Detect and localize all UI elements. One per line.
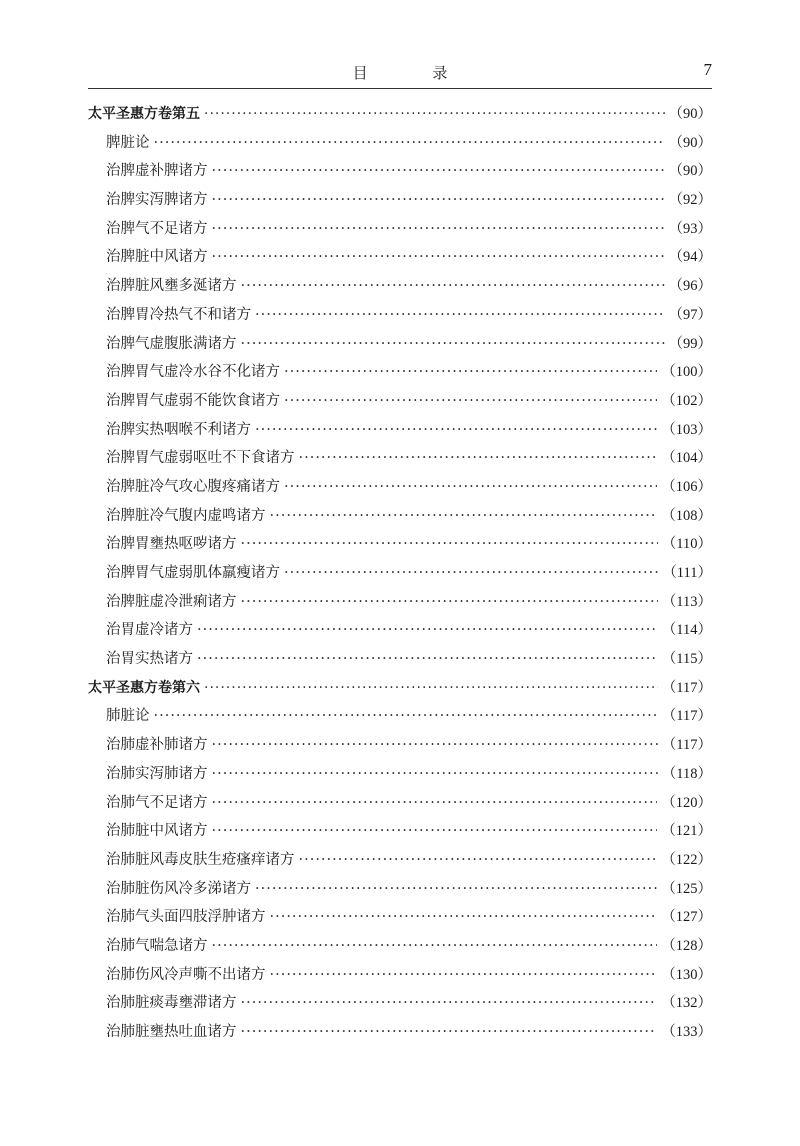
- dot-leader: [204, 100, 665, 129]
- dot-leader: [299, 846, 658, 875]
- toc-entry-title: 治肺气头面四肢浮肿诸方: [106, 909, 266, 926]
- toc-entry-title: 脾脏论: [106, 134, 150, 151]
- toc-entry[interactable]: [88, 616, 712, 645]
- dot-leader: [212, 215, 665, 244]
- toc-entry-title: 治脾脏风壅多涎诸方: [106, 278, 237, 295]
- toc-entry-title: 治肺脏中风诸方: [106, 823, 208, 840]
- dot-leader: [241, 989, 658, 1018]
- toc-entry[interactable]: [88, 301, 712, 330]
- dot-leader: [154, 702, 658, 731]
- toc-entry-title: 治脾气不足诸方: [106, 220, 208, 237]
- toc-entry[interactable]: [88, 645, 712, 674]
- toc-entry-title: 治脾胃冷热气不和诸方: [106, 306, 251, 323]
- toc-entry[interactable]: [88, 444, 712, 473]
- toc-entry-title: 治肺气不足诸方: [106, 794, 208, 811]
- toc-entry[interactable]: [88, 731, 712, 760]
- dot-leader: [212, 817, 658, 846]
- dot-leader: [212, 932, 658, 961]
- toc-entry[interactable]: [88, 789, 712, 818]
- dot-leader: [197, 645, 658, 674]
- toc-entry-title: 治胃虚冷诸方: [106, 622, 193, 639]
- page-title: 目 录: [352, 64, 478, 82]
- toc-entry-page: （90）: [668, 134, 712, 151]
- dot-leader: [154, 129, 665, 158]
- toc-entry-page: （120）: [661, 794, 712, 811]
- toc-entry-page: （108）: [661, 507, 712, 524]
- toc-entry[interactable]: [88, 186, 712, 215]
- toc-entry-title: 治脾气虚腹胀满诸方: [106, 335, 237, 352]
- toc-entry-page: （103）: [661, 421, 712, 438]
- dot-leader: [241, 1018, 658, 1047]
- toc-entry[interactable]: [88, 702, 712, 731]
- toc-entry-title: 治肺脏痰毒壅滞诸方: [106, 995, 237, 1012]
- dot-leader: [241, 272, 665, 301]
- toc-entry-page: （100）: [661, 364, 712, 381]
- toc-entry-title: 治脾胃壅热呕哕诸方: [106, 536, 237, 553]
- toc-entry-page: （90）: [668, 106, 712, 122]
- toc-entry-title: 太平圣惠方卷第五: [88, 106, 200, 122]
- toc-entry-page: （128）: [661, 937, 712, 954]
- dot-leader: [204, 674, 658, 703]
- toc-entry-page: （117）: [661, 737, 712, 754]
- toc-entry[interactable]: [88, 760, 712, 789]
- toc-entry-title: 肺脏论: [106, 708, 150, 725]
- dot-leader: [270, 903, 658, 932]
- toc-entry-page: （94）: [668, 249, 712, 266]
- toc-entry[interactable]: [88, 846, 712, 875]
- toc-entry-page: （96）: [668, 278, 712, 295]
- toc-entry-page: （90）: [668, 163, 712, 180]
- toc-entry-page: （122）: [661, 851, 712, 868]
- toc-entry[interactable]: [88, 157, 712, 186]
- toc-entry[interactable]: [88, 243, 712, 272]
- toc-entry-title: 治脾胃气虚冷水谷不化诸方: [106, 364, 280, 381]
- page-number: 7: [703, 60, 712, 79]
- toc-entry-title: 太平圣惠方卷第六: [88, 679, 200, 696]
- dot-leader: [299, 444, 658, 473]
- toc-entry-page: （111）: [662, 565, 712, 581]
- toc-entry-page: （125）: [661, 880, 712, 897]
- toc-entry-page: （114）: [661, 622, 712, 639]
- dot-leader: [255, 875, 657, 904]
- toc-entry-title: 治脾脏中风诸方: [106, 249, 208, 266]
- toc-entry[interactable]: [88, 473, 712, 502]
- toc-entry[interactable]: [88, 387, 712, 416]
- dot-leader: [212, 243, 665, 272]
- toc-entry[interactable]: [88, 272, 712, 301]
- dot-leader: [241, 588, 658, 617]
- toc-entry[interactable]: [88, 215, 712, 244]
- toc-entry-page: （106）: [661, 478, 712, 495]
- toc-entry-page: （102）: [661, 392, 712, 409]
- toc-entry-title: 治脾虚补脾诸方: [106, 163, 208, 180]
- toc-entry-title: 治肺脏伤风冷多涕诸方: [106, 880, 251, 897]
- toc-entry-title: 治脾脏冷气攻心腹疼痛诸方: [106, 478, 280, 495]
- table-of-contents: [88, 100, 712, 1047]
- toc-entry-title: 治肺脏风毒皮肤生疮瘙痒诸方: [106, 851, 295, 868]
- dot-leader: [270, 502, 658, 531]
- toc-entry-title: 治脾脏冷气腹内虚鸣诸方: [106, 507, 266, 524]
- toc-entry-page: （127）: [661, 909, 712, 926]
- toc-entry-page: （92）: [668, 192, 712, 209]
- toc-entry[interactable]: [88, 416, 712, 445]
- dot-leader: [197, 616, 658, 645]
- dot-leader: [241, 530, 658, 559]
- toc-volume-entry[interactable]: [88, 100, 712, 129]
- toc-entry-page: （115）: [661, 651, 712, 668]
- dot-leader: [284, 559, 658, 588]
- toc-volume-entry[interactable]: [88, 674, 712, 703]
- toc-entry-page: （117）: [661, 679, 712, 696]
- dot-leader: [255, 301, 665, 330]
- toc-entry[interactable]: [88, 502, 712, 531]
- dot-leader: [270, 961, 658, 990]
- toc-entry[interactable]: [88, 588, 712, 617]
- toc-entry[interactable]: [88, 129, 712, 158]
- toc-entry-page: （99）: [668, 335, 712, 352]
- toc-entry-page: （117）: [661, 708, 712, 725]
- toc-entry-title: 治肺虚补肺诸方: [106, 737, 208, 754]
- toc-entry-title: 治脾胃气虚弱呕吐不下食诸方: [106, 450, 295, 467]
- dot-leader: [212, 186, 665, 215]
- toc-entry[interactable]: [88, 1018, 712, 1047]
- toc-entry[interactable]: [88, 559, 712, 588]
- dot-leader: [212, 157, 665, 186]
- toc-entry[interactable]: [88, 932, 712, 961]
- dot-leader: [212, 731, 658, 760]
- toc-entry[interactable]: [88, 961, 712, 990]
- toc-entry-title: 治肺伤风冷声嘶不出诸方: [106, 966, 266, 983]
- toc-entry[interactable]: [88, 530, 712, 559]
- toc-entry[interactable]: [88, 875, 712, 904]
- toc-entry-title: 治脾胃气虚弱肌体羸瘦诸方: [106, 565, 280, 581]
- toc-entry[interactable]: [88, 358, 712, 387]
- toc-entry[interactable]: [88, 330, 712, 359]
- dot-leader: [284, 387, 657, 416]
- toc-entry-title: 治脾脏虚冷泄痢诸方: [106, 593, 237, 610]
- toc-entry[interactable]: [88, 903, 712, 932]
- toc-entry-page: （97）: [668, 306, 712, 323]
- dot-leader: [212, 789, 658, 818]
- toc-entry-page: （104）: [661, 450, 712, 467]
- toc-entry-page: （113）: [661, 593, 712, 610]
- toc-entry-title: 治胃实热诸方: [106, 651, 193, 668]
- dot-leader: [284, 358, 657, 387]
- toc-entry-title: 治肺脏壅热吐血诸方: [106, 1024, 237, 1040]
- toc-entry-title: 治肺气喘急诸方: [106, 937, 208, 954]
- toc-entry-page: （118）: [661, 765, 712, 782]
- toc-entry-title: 治脾胃气虚弱不能饮食诸方: [106, 392, 280, 409]
- dot-leader: [212, 760, 658, 789]
- toc-entry-page: （121）: [661, 823, 712, 840]
- toc-entry-page: （133）: [661, 1024, 712, 1040]
- toc-entry-title: 治肺实泻肺诸方: [106, 765, 208, 782]
- dot-leader: [284, 473, 657, 502]
- toc-entry-page: （93）: [668, 220, 712, 237]
- toc-entry-title: 治脾实热咽喉不利诸方: [106, 421, 251, 438]
- toc-entry-title: 治脾实泻脾诸方: [106, 192, 208, 209]
- toc-entry-page: （110）: [661, 536, 712, 553]
- toc-entry-page: （132）: [661, 995, 712, 1012]
- toc-entry-page: （130）: [661, 966, 712, 983]
- page-header: [88, 62, 712, 89]
- toc-entry[interactable]: [88, 989, 712, 1018]
- dot-leader: [255, 416, 657, 445]
- toc-entry[interactable]: [88, 817, 712, 846]
- dot-leader: [241, 330, 665, 359]
